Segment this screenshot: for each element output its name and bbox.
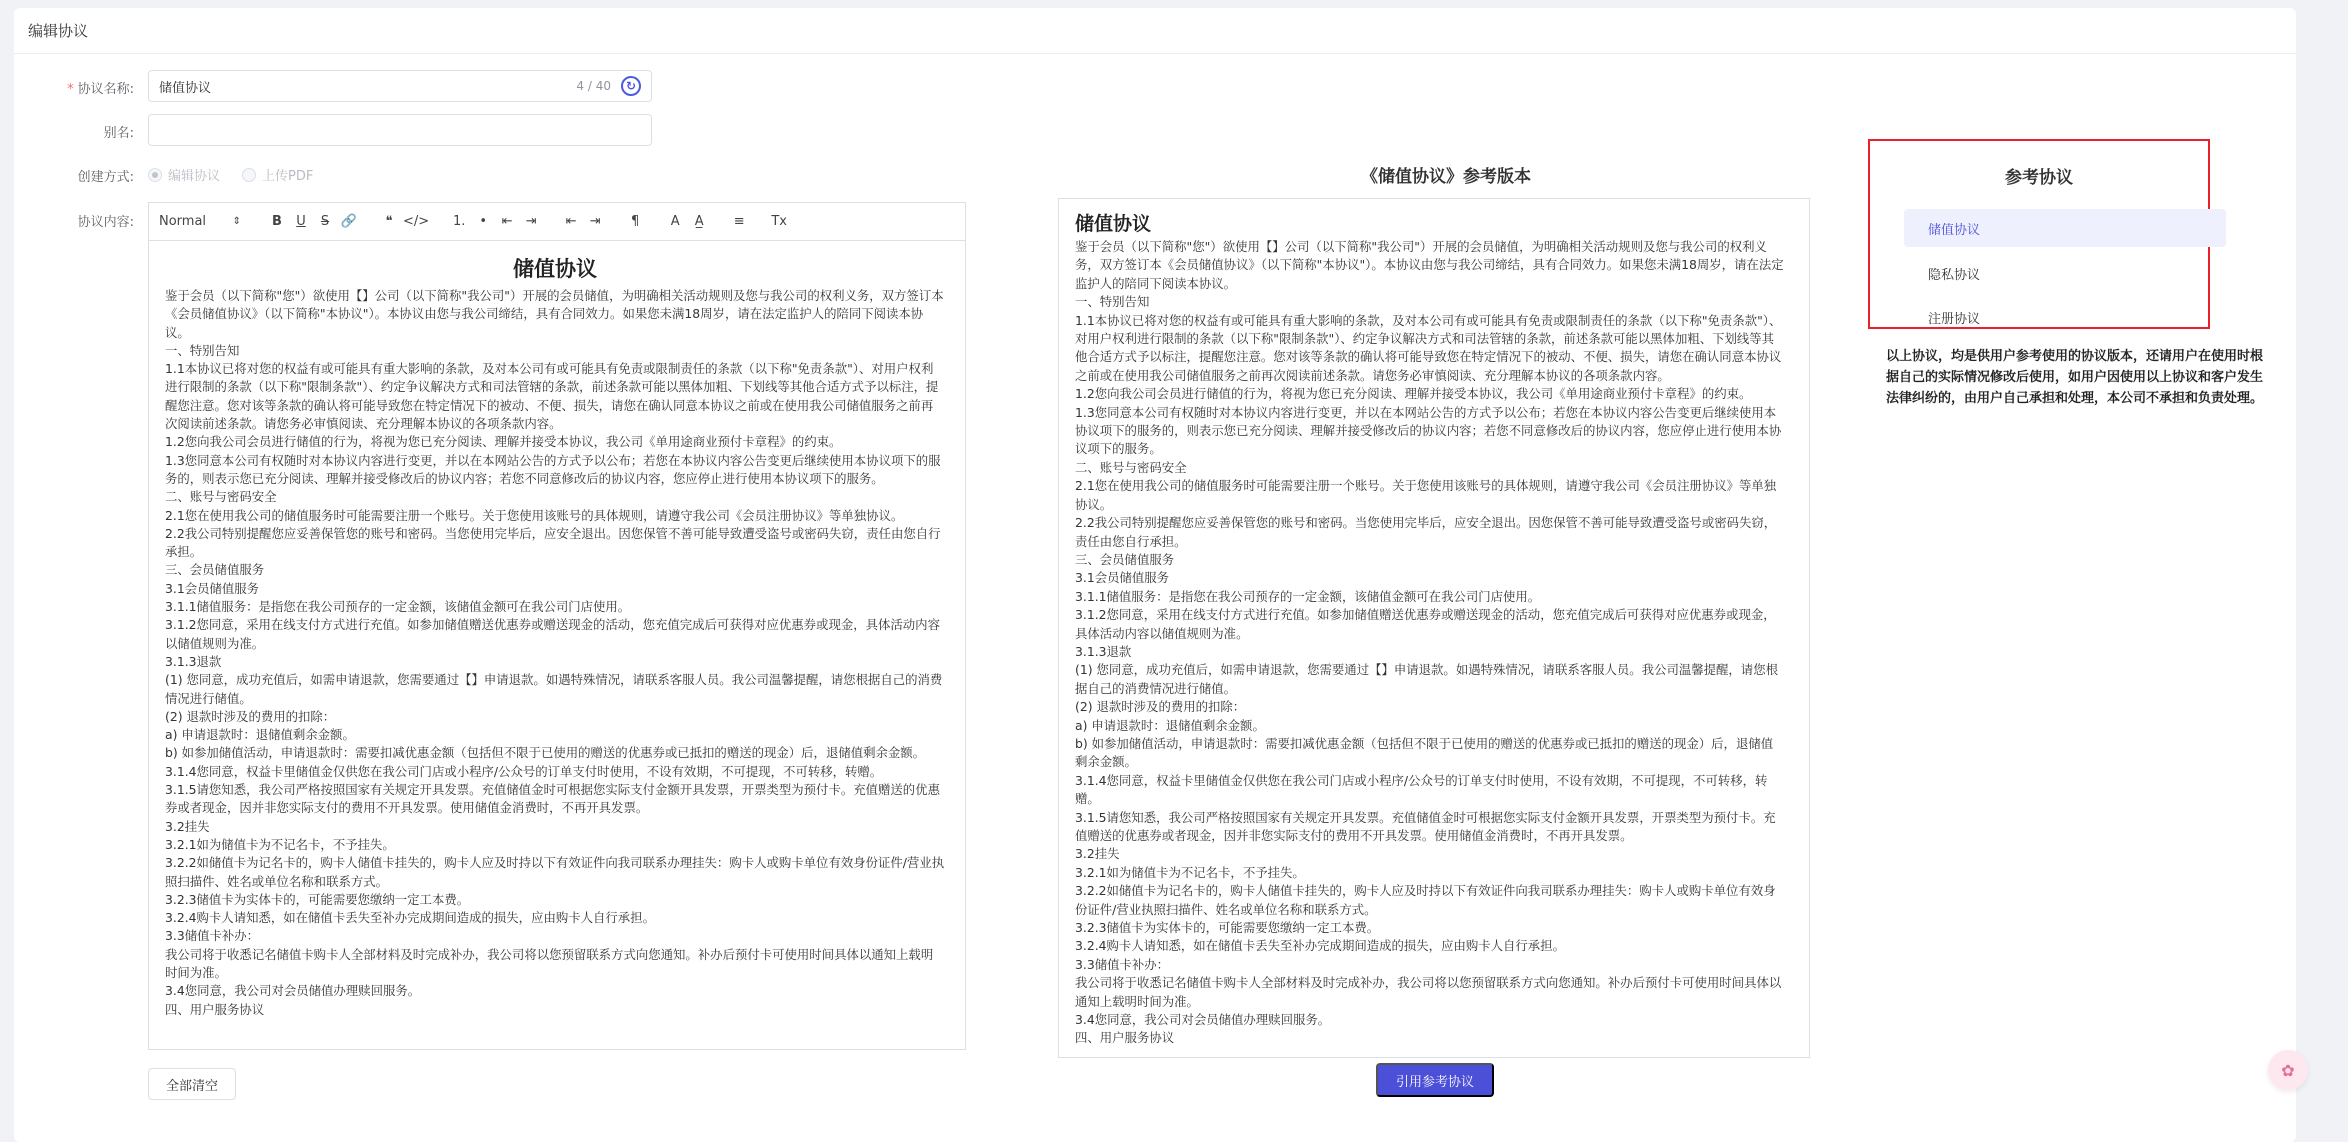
clear-format-button[interactable]: Tx <box>771 214 787 229</box>
name-value: 储值协议 <box>159 80 212 96</box>
editor-paragraph: 鉴于会员（以下简称"您"）欲使用【】公司（以下简称"我公司"）开展的会员储值，为明确相关活动规则及您与我公司的权利义务，双方签订本《会员储值协议》（以下简称"本协议"）。本协议由您与我公司缔结，具有合同效力。如果您未满18周岁，请在法定监护人的陪同下阅读本协议。 <box>165 288 944 340</box>
editor-paragraph: 我公司将于收悉记名储值卡购卡人全部材料及时完成补办，我公司将以您预留联系方式向您通知。补办后预付卡可使用时间具体以通知上载明时间为准。 <box>165 946 934 980</box>
name-char-count: 4 / 40 <box>576 79 611 93</box>
editor-paragraph: 3.2.1如为储值卡为不记名卡，不予挂失。 <box>165 836 395 852</box>
reference-preview <box>1058 198 1810 1058</box>
editor-paragraph: a) 申请退款时：退储值剩余金额。 <box>165 727 355 743</box>
radio-unchecked-icon <box>242 168 256 182</box>
reference-title: 《储值协议》参考版本 <box>1361 167 1531 187</box>
editor-paragraph: 四、用户服务协议 <box>165 1001 265 1017</box>
preview-paragraph: a) 申请退款时：退储值剩余金额。 <box>1075 717 1265 733</box>
editor-paragraph: 2.1您在使用我公司的储值服务时可能需要注册一个账号。关于您使用该账号的具体规则，请遵守我公司《会员注册协议》等单独协议。 <box>165 507 904 523</box>
updown-icon: ⇕ <box>232 216 241 227</box>
preview-paragraph: 3.2.3储值卡为实体卡的，可能需要您缴纳一定工本费。 <box>1075 920 1380 936</box>
editor-paragraph: 3.1会员储值服务 <box>165 580 260 596</box>
code-button[interactable]: </> <box>403 214 430 229</box>
ref-item-privacy[interactable]: 隐私协议 <box>1928 267 1981 283</box>
radio-checked-icon <box>148 168 162 182</box>
editor-paragraph: 3.2.3储值卡为实体卡的，可能需要您缴纳一定工本费。 <box>165 891 470 907</box>
editor-paragraph: 1.2您向我公司会员进行储值的行为，将视为您已充分阅读、理解并接受本协议，我公司《单用途商业预付卡章程》的约束。 <box>165 434 842 450</box>
outdent-button-2[interactable]: ⇤ <box>565 214 577 229</box>
ref-item-register[interactable]: 注册协议 <box>1928 311 1981 327</box>
underline-button[interactable]: U <box>296 214 306 229</box>
edit-agreement-page <box>14 8 2296 1142</box>
editor-paragraph: (2) 退款时涉及的费用的扣除： <box>165 708 336 724</box>
page-title: 编辑协议 <box>14 8 2296 54</box>
preview-paragraph: 三、会员储值服务 <box>1075 551 1175 567</box>
rich-text-editor[interactable] <box>148 202 966 1050</box>
preview-paragraph: (1) 您同意，成功充值后，如需申请退款，您需要通过【】申请退款。如遇特殊情况，请联系客服人员。我公司温馨提醒，请您根据自己的消费情况进行储值。 <box>1075 662 1778 696</box>
preview-paragraph: 3.2挂失 <box>1075 846 1120 862</box>
preview-paragraph: 1.2您向我公司会员进行储值的行为，将视为您已充分阅读、理解并接受本协议，我公司《单用途商业预付卡章程》的约束。 <box>1075 386 1752 402</box>
bullet-list-button[interactable]: • <box>479 214 487 229</box>
alias-label: 别名: <box>103 126 134 141</box>
preview-paragraph: 我公司将于收悉记名储值卡购卡人全部材料及时完成补办，我公司将以您预留联系方式向您通知。补办后预付卡可使用时间具体以通知上载明时间为准。 <box>1075 975 1782 1009</box>
ai-generate-icon[interactable]: ↻ <box>621 76 641 96</box>
editor-paragraph: 三、会员储值服务 <box>165 562 265 578</box>
editor-paragraph: 3.2.2如储值卡为记名卡的，购卡人储值卡挂失的，购卡人应及时持以下有效证件向我司联系办理挂失：购卡人或购卡单位有效身份证件/营业执照扫描件、姓名或单位名称和联系方式。 <box>165 855 945 889</box>
editor-paragraph: 3.1.4您同意，权益卡里储值金仅供您在我公司门店或小程序/公众号的订单支付时使用，不设有效期，不可提现，不可转移，转赠。 <box>165 763 883 779</box>
editor-paragraph: 一、特别告知 <box>165 342 240 358</box>
editor-paragraph: 3.1.2您同意，采用在线支付方式进行充值。如参加储值赠送优惠券或赠送现金的活动，您充值完成后可获得对应优惠券或现金，具体活动内容以储值规则为准。 <box>165 617 940 651</box>
cite-reference-button[interactable]: 引用参考协议 <box>1376 1063 1494 1097</box>
radio-edit-agreement[interactable]: 编辑协议 <box>148 165 220 184</box>
preview-paragraphs <box>1075 238 1785 1048</box>
bold-button[interactable]: B <box>272 214 282 229</box>
indent-button-2[interactable]: ⇥ <box>589 214 601 229</box>
editor-paragraph: 3.2挂失 <box>165 818 210 834</box>
assistant-float-icon[interactable]: ✿ <box>2268 1050 2308 1090</box>
editor-paragraph: 3.1.5请您知悉，我公司严格按照国家有关规定开具发票。充值储值金时可根据您实际支付金额开具发票，开票类型为预付卡。充值赠送的优惠券或者现金，因并非您实际支付的费用不开具发票。使用储值金消费时，不再开具发票。 <box>165 782 940 816</box>
editor-toolbar <box>149 203 965 241</box>
editor-paragraph: 3.1.3退款 <box>165 653 222 669</box>
preview-paragraph: b) 如参加储值活动，申请退款时：需要扣减优惠金额（包括但不限于已使用的赠送的优惠券或已抵扣的赠送的现金）后，退储值剩余金额。 <box>1075 735 1774 770</box>
preview-paragraph: 3.2.2如储值卡为记名卡的，购卡人储值卡挂失的，购卡人应及时持以下有效证件向我司联系办理挂失：购卡人或购卡单位有效身份证件/营业执照扫描件、姓名或单位名称和联系方式。 <box>1075 883 1776 917</box>
name-label: * 协议名称: <box>67 82 134 97</box>
editor-content[interactable] <box>149 241 965 1049</box>
editor-paragraph: 2.2我公司特别提醒您应妥善保管您的账号和密码。当您使用完毕后，应安全退出。因您保管不善可能导致遭受盗号或密码失窃，责任由您自行承担。 <box>165 525 941 560</box>
outdent-button[interactable]: ⇤ <box>501 214 513 229</box>
preview-paragraph: 3.1.1储值服务：是指您在我公司预存的一定金额，该储值金额可在我公司门店使用。 <box>1075 588 1541 604</box>
clear-all-button[interactable]: 全部清空 <box>148 1068 236 1100</box>
preview-doc-title: 储值协议 <box>1075 213 1152 235</box>
preview-paragraph: 3.1.4您同意，权益卡里储值金仅供您在我公司门店或小程序/公众号的订单支付时使用，不设有效期，不可提现，不可转移，转赠。 <box>1075 772 1768 807</box>
disclaimer-note: 以上协议，均是供用户参考使用的协议版本，还请用户在使用时根据自己的实际情况修改后使用，如用户因使用以上协议和客户发生法律纠纷的，由用户自己承担和处理，本公司不承担和负责处理。 <box>1886 349 2264 406</box>
alias-input[interactable] <box>148 114 652 146</box>
preview-paragraph: 3.1.2您同意，采用在线支付方式进行充值。如参加储值赠送优惠券或赠送现金的活动，您充值完成后可获得对应优惠券或现金，具体活动内容以储值规则为准。 <box>1075 607 1776 641</box>
editor-paragraph: 1.1本协议已将对您的权益有或可能具有重大影响的条款，及对本公司有或可能具有免责或限制责任的条款（以下称"免责条款"）、对用户权利进行限制的条款（以下称"限制条款"）、约定争议解决方式和司法管辖的条款，前述条款可能以黑体加粗、下划线等其他合适方式予以标注，提醒您注意。您对该等条款的确认将可能导致您在特定情况下的被动、不便、损失，请您在确认同意本协议之前或在使用我公司储值服务之前再次阅读前述条款。请您务必审慎阅读、充分理解本协议的各项条款内容。 <box>165 361 939 432</box>
heading-select[interactable]: Normal ⇕ <box>159 214 241 229</box>
create-method-radio-group <box>148 165 313 184</box>
preview-paragraph: 2.1您在使用我公司的储值服务时可能需要注册一个账号。关于您使用该账号的具体规则，请遵守我公司《会员注册协议》等单独协议。 <box>1075 478 1777 512</box>
name-input[interactable] <box>148 70 652 102</box>
ref-panel-title: 参考协议 <box>2005 168 2073 188</box>
editor-paragraph: 3.2.4购卡人请知悉，如在储值卡丢失至补办完成期间造成的损失，应由购卡人自行承担。 <box>165 910 655 926</box>
font-color-button[interactable]: A <box>670 214 680 229</box>
editor-paragraph: (1) 您同意，成功充值后，如需申请退款，您需要通过【】申请退款。如遇特殊情况，请联系客服人员。我公司温馨提醒，请您根据自己的消费情况进行储值。 <box>165 672 943 706</box>
ref-item-stored-value[interactable]: 储值协议 <box>1904 209 2226 247</box>
radio-upload-pdf[interactable]: 上传PDF <box>242 165 313 184</box>
preview-paragraph: 3.2.1如为储值卡为不记名卡，不予挂失。 <box>1075 864 1305 880</box>
preview-paragraph: 3.3储值卡补办： <box>1075 956 1170 972</box>
preview-paragraph: 1.1本协议已将对您的权益有或可能具有重大影响的条款，及对本公司有或可能具有免责或限制责任的条款（以下称"免责条款"）、对用户权利进行限制的条款（以下称"限制条款"）、约定争议解决方式和司法管辖的条款，前述条款可能以黑体加粗、下划线等其他合适方式予以标注，提醒您注意。您对该等条款的确认将可能导致您在特定情况下的被动、不便、损失，请您在确认同意本协议之前或在使用我公司储值服务之前再次阅读前述条款。请您务必审慎阅读、充分理解本协议的各项条款内容。 <box>1075 312 1782 383</box>
text-direction-button[interactable]: ¶ <box>631 214 640 229</box>
editor-paragraph: 3.1.1储值服务：是指您在我公司预存的一定金额，该储值金额可在我公司门店使用。 <box>165 599 631 615</box>
preview-paragraph: 二、账号与密码安全 <box>1075 459 1187 475</box>
strike-button[interactable]: S <box>320 214 330 229</box>
preview-paragraph: 2.2我公司特别提醒您应妥善保管您的账号和密码。当您使用完毕后，应安全退出。因您保管不善可能导致遭受盗号或密码失窃，责任由您自行承担。 <box>1075 515 1777 549</box>
preview-paragraph: 鉴于会员（以下简称"您"）欲使用【】公司（以下简称"我公司"）开展的会员储值，为明确相关活动规则及您与我公司的权利义务，双方签订本《会员储值协议》（以下简称"本协议"）。本协议由您与我公司缔结，具有合同效力。如果您未满18周岁，请在法定监护人的陪同下阅读本协议。 <box>1075 239 1784 291</box>
link-button[interactable]: 🔗 <box>340 214 358 229</box>
editor-paragraph: 二、账号与密码安全 <box>165 489 277 505</box>
editor-paragraphs <box>165 287 945 1019</box>
preview-paragraph: 四、用户服务协议 <box>1075 1030 1175 1046</box>
window-scrollbar-area <box>2298 0 2348 1142</box>
editor-doc-title: 储值协议 <box>513 257 597 281</box>
content-label: 协议内容: <box>77 215 134 230</box>
preview-paragraph: 3.1会员储值服务 <box>1075 570 1170 586</box>
create-method-label: 创建方式: <box>77 170 134 185</box>
editor-paragraph: 3.3储值卡补办： <box>165 928 260 944</box>
align-button[interactable]: ≡ <box>733 214 745 229</box>
preview-paragraph: 3.2.4购卡人请知悉，如在储值卡丢失至补办完成期间造成的损失，应由购卡人自行承担。 <box>1075 938 1565 954</box>
preview-paragraph: 1.3您同意本公司有权随时对本协议内容进行变更，并以在本网站公告的方式予以公布；若您在本协议内容公告变更后继续使用本协议项下的服务的，则表示您已充分阅读、理解并接受修改后的协议内容；若您不同意修改后的协议内容，您应停止进行使用本协议项下的服务。 <box>1075 404 1782 457</box>
preview-paragraph: 一、特别告知 <box>1075 294 1150 310</box>
preview-paragraph: 3.1.5请您知悉，我公司严格按照国家有关规定开具发票。充值储值金时可根据您实际支付金额开具发票，开票类型为预付卡。充值赠送的优惠券或者现金，因并非您实际支付的费用不开具发票。使用储值金消费时，不再开具发票。 <box>1075 809 1776 843</box>
ordered-list-button[interactable]: 1. <box>452 214 466 229</box>
blockquote-button[interactable]: ❝ <box>385 214 393 229</box>
preview-paragraph: 3.4您同意，我公司对会员储值办理赎回服务。 <box>1075 1012 1331 1028</box>
indent-button[interactable]: ⇥ <box>525 214 537 229</box>
preview-paragraph: 3.1.3退款 <box>1075 643 1132 659</box>
editor-paragraph: 3.4您同意，我公司对会员储值办理赎回服务。 <box>165 983 421 999</box>
preview-paragraph: (2) 退款时涉及的费用的扣除： <box>1075 699 1246 715</box>
editor-paragraph: b) 如参加储值活动，申请退款时：需要扣减优惠金额（包括但不限于已使用的赠送的优惠券或已抵扣的赠送的现金）后，退储值剩余金额。 <box>165 745 926 761</box>
editor-paragraph: 1.3您同意本公司有权随时对本协议内容进行变更，并以在本网站公告的方式予以公布；若您在本协议内容公告变更后继续使用本协议项下的服务的，则表示您已充分阅读、理解并接受修改后的协议内容；若您不同意修改后的协议内容，您应停止进行使用本协议项下的服务。 <box>165 452 941 486</box>
background-color-button[interactable]: A̲ <box>694 214 704 229</box>
